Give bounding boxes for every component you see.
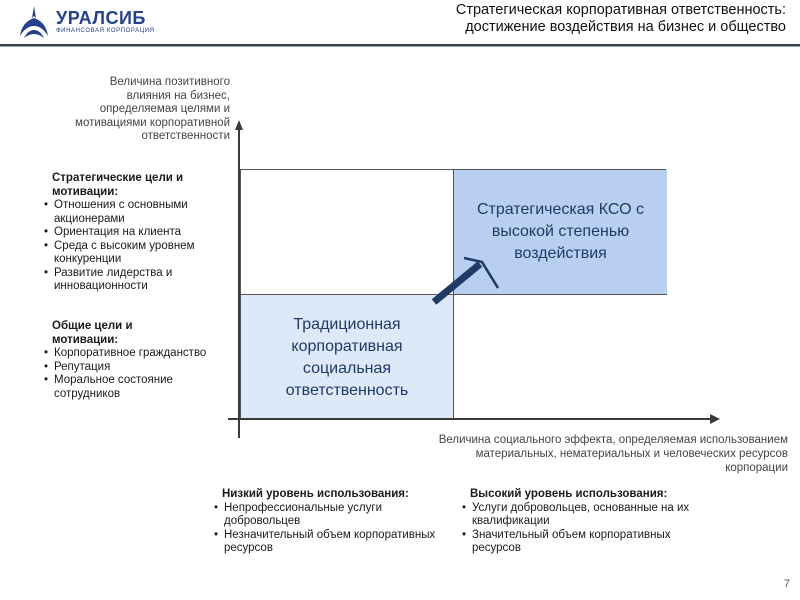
y-axis-arrow-icon bbox=[235, 120, 243, 130]
general-goals-block bbox=[52, 320, 238, 401]
strategic-goals-heading bbox=[52, 172, 238, 199]
x-axis-label-line: Величина социального эффекта, определяемая использованием bbox=[438, 434, 788, 446]
y-axis-label-line: ответственности bbox=[141, 130, 230, 142]
list-item: • Непрофессиональные услуги добровольцев bbox=[214, 502, 444, 529]
y-axis-line bbox=[238, 128, 240, 438]
general-goals-list bbox=[44, 347, 238, 401]
x-axis-label bbox=[380, 433, 788, 475]
strategic-goals-block bbox=[52, 172, 238, 294]
matrix-cell-bottom-left bbox=[241, 295, 454, 420]
strategic-goals-heading-line: Стратегические цели и bbox=[52, 172, 184, 184]
general-goals-heading-line: мотивации: bbox=[52, 333, 119, 346]
x-axis-label-line: материальных, нематериальных и человеческих ресурсов bbox=[475, 448, 788, 460]
high-usage-heading: Высокий уровень использования: bbox=[470, 488, 668, 500]
list-item: • Ориентация на клиента bbox=[44, 226, 238, 240]
y-axis-label-line: мотивациями корпоративной bbox=[75, 116, 230, 129]
list-item: • Развитие лидерства и инновационности bbox=[44, 267, 238, 294]
logo-wordmark: УРАЛСИБ bbox=[56, 8, 146, 28]
x-axis-label-line: корпорации bbox=[725, 462, 788, 474]
slide-title-line-1: Стратегическая корпоративная ответственность: bbox=[455, 2, 786, 18]
high-usage-list bbox=[462, 502, 712, 556]
list-item: • Моральное состояние сотрудников bbox=[44, 374, 238, 401]
general-goals-heading bbox=[52, 320, 238, 347]
list-item: • Корпоративное гражданство bbox=[44, 347, 238, 361]
high-usage-block bbox=[462, 488, 712, 556]
traditional-csr-label: Традиционная корпоративная социальная ответственность bbox=[285, 315, 409, 399]
list-item: • Услуги добровольцев, основанные на их квалификации bbox=[462, 502, 712, 529]
matrix-cell-bottom-right bbox=[454, 295, 667, 420]
list-item: • Репутация bbox=[44, 361, 238, 375]
strategic-goals-list bbox=[44, 199, 238, 294]
uralsib-emblem-icon bbox=[14, 4, 54, 42]
low-usage-block bbox=[214, 488, 444, 556]
list-item: • Среда с высоким уровнем конкуренции bbox=[44, 240, 238, 267]
general-goals-heading-line: Общие цели и bbox=[52, 320, 133, 332]
list-item: • Отношения с основными акционерами bbox=[44, 199, 238, 226]
low-usage-list bbox=[214, 502, 444, 556]
transition-arrow-icon bbox=[420, 250, 500, 310]
list-item: • Значительный объем корпоративных ресурсов bbox=[462, 529, 712, 556]
list-item: • Незначительный объем корпоративных ресурсов bbox=[214, 529, 444, 556]
page-number: 7 bbox=[783, 578, 790, 590]
x-axis-line bbox=[228, 418, 714, 420]
strategic-csr-label: Стратегическая КСО с высокой степенью воздействия bbox=[477, 201, 644, 262]
low-usage-heading: Низкий уровень использования: bbox=[222, 488, 409, 500]
slide-header bbox=[0, 0, 800, 44]
strategic-goals-heading-line: мотивации: bbox=[52, 185, 119, 198]
x-axis-arrow-icon bbox=[710, 414, 720, 424]
slide-title-line-2: достижение воздействия на бизнес и общество bbox=[465, 19, 786, 35]
slide-title bbox=[226, 2, 786, 36]
y-axis-label-line: влияния на бизнес, bbox=[126, 89, 230, 102]
y-axis-label-line: Величина позитивного bbox=[109, 76, 230, 88]
y-axis-label bbox=[40, 76, 230, 144]
y-axis-label-line: определяемая целями и bbox=[99, 103, 230, 115]
header-divider-accent bbox=[0, 46, 800, 47]
logo-subtitle: ФИНАНСОВАЯ КОРПОРАЦИЯ bbox=[56, 28, 155, 34]
